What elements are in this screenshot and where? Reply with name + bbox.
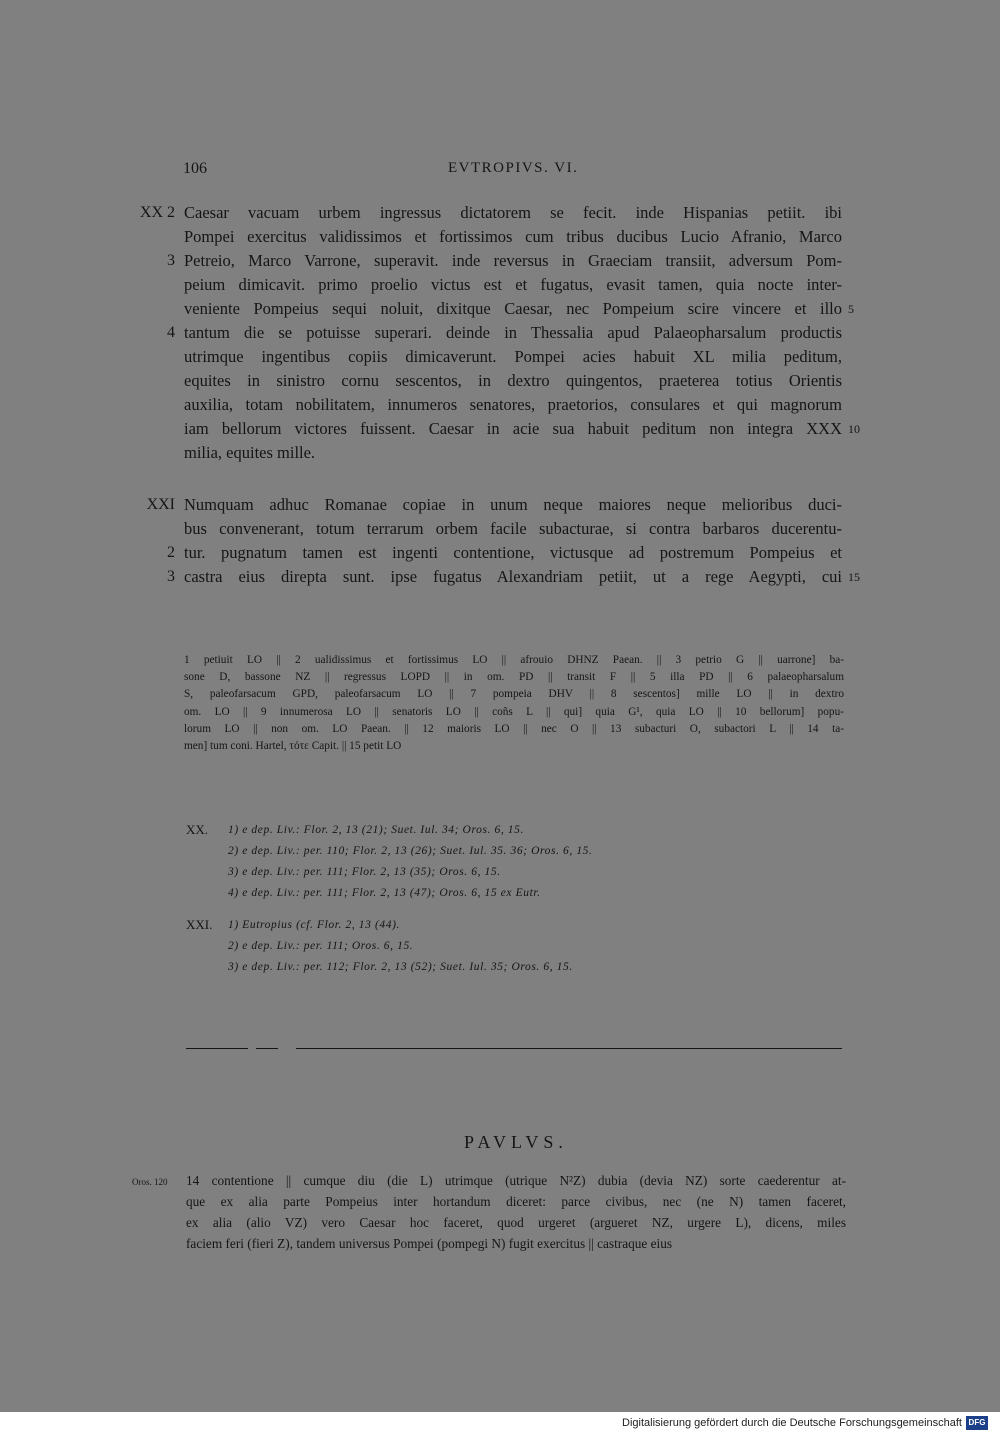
source-line: 1) e dep. Liv.: Flor. 2, 13 (21); Suet. Iul. 34; Oros. 6, 15. <box>228 824 524 836</box>
main-text-line: tur. pugnatum tamen est ingenti contentione, victusque ad postremum Pompeius et <box>184 543 842 562</box>
source-line: 2) e dep. Liv.: per. 110; Flor. 2, 13 (26); Suet. Iul. 35. 36; Oros. 6, 15. <box>228 845 593 857</box>
main-text-line: Pompei exercitus validissimos et fortissimos cum tribus ducibus Lucio Afranio, Marco <box>184 227 842 246</box>
chapter-section-marker: XX 2 <box>139 204 175 221</box>
separator-rule <box>186 1048 248 1049</box>
main-text-line: iam bellorum victores fuissent. Caesar in acie sua habuit peditum non integra XXX <box>184 419 842 438</box>
line-number: 5 <box>848 302 854 316</box>
chapter-section-marker: XXI <box>146 496 175 513</box>
apparatus-line: sone D, bassone NZ || regressus LOPD || in om. PD || transit F || 5 illa PD || 6 palaeopharsalum <box>184 671 844 684</box>
main-text-line: milia, equites mille. <box>184 443 316 462</box>
chapter-section-marker: 4 <box>167 324 175 341</box>
paulus-line: faciem feri (fieri Z), tandem universus Pompei (pompegi N) fugit exercitus || castraque eius <box>186 1236 673 1251</box>
chapter-section-marker: 2 <box>167 544 175 561</box>
line-number: 10 <box>848 422 860 436</box>
chapter-section-marker: 3 <box>167 568 175 585</box>
paulus-reference: Oros. 120 <box>132 1177 168 1187</box>
paulus-line: 14 contentione || cumque diu (die L) utrimque (utrique N²Z) dubia (devia NZ) sorte caederentur at- <box>186 1173 846 1188</box>
chapter-section-marker: 3 <box>167 252 175 269</box>
apparatus-line: lorum LO || non om. LO Paean. || 12 maioris LO || nec O || 13 subacturi O, subactori L || 14 ta- <box>184 722 844 735</box>
separator-rule <box>256 1048 278 1049</box>
running-title: EVTROPIVS. VI. <box>448 160 579 176</box>
main-text-line: bus convenerant, totum terrarum orbem facile subacturae, si contra barbaros ducerentu- <box>184 519 842 538</box>
line-number: 15 <box>848 570 860 584</box>
page-number: 106 <box>183 160 207 177</box>
main-text-line: Caesar vacuam urbem ingressus dictatorem se fecit. inde Hispanias petiit. ibi <box>184 203 842 222</box>
main-text-line: veniente Pompeius sequi noluit, dixitque Caesar, nec Pompeium scire vincere et illo <box>184 299 842 318</box>
main-text-line: tantum die se potuisse superari. deinde in Thessalia apud Palaeopharsalum productis <box>184 323 842 342</box>
source-line: 3) e dep. Liv.: per. 112; Flor. 2, 13 (52); Suet. Iul. 35; Oros. 6, 15. <box>228 961 573 973</box>
apparatus-line: S, paleofarsacum GPD, paleofarsacum LO || 7 pompeia DHV || 8 sescentos] mille LO || in dextro <box>184 688 844 701</box>
paulus-line: ex alia (alio VZ) vero Caesar hoc faceret, quod urgeret (argueret NZ, urgere L), dicens, miles <box>186 1215 846 1230</box>
main-text-line: Petreio, Marco Varrone, superavit. inde reversus in Graeciam transiit, adversum Pom- <box>184 251 842 270</box>
main-text-line: castra eius direpta sunt. ipse fugatus Alexandriam petiit, ut a rege Aegypti, cui <box>184 567 842 586</box>
source-group-label: XXI. <box>186 917 213 932</box>
source-line: 2) e dep. Liv.: per. 111; Oros. 6, 15. <box>228 940 414 952</box>
source-group-label: XX. <box>186 822 209 837</box>
main-text-line: utrimque ingentibus copiis dimicaverunt. Pompei acies habuit XL milia peditum, <box>184 347 842 366</box>
main-text-line: peium dimicavit. primo proelio victus est et fugatus, evasit tamen, quia nocte inter- <box>184 275 842 294</box>
main-text-line: auxilia, totam nobilitatem, innumeros senatores, praetorios, consulares et qui magnorum <box>184 395 842 414</box>
source-line: 4) e dep. Liv.: per. 111; Flor. 2, 13 (47); Oros. 6, 15 ex Eutr. <box>228 887 541 899</box>
apparatus-line: 1 petiuit LO || 2 ualidissimus et fortissimus LO || afrouio DHNZ Paean. || 3 petrio G || uarrone] ba- <box>184 654 844 666</box>
separator-rule <box>296 1048 842 1049</box>
dfg-logo: DFG <box>966 1416 988 1430</box>
apparatus-line: men] tum coni. Hartel, τότε Capit. || 15 petit LO <box>184 740 402 752</box>
paulus-line: que ex alia parte Pompeius inter hortandum diceret: parce civibus, nec (ne N) tamen faceret, <box>186 1194 846 1209</box>
main-text-line: equites in sinistro cornu sescentos, in dextro quingentos, praeterea totius Orientis <box>184 371 842 390</box>
main-text-line: Numquam adhuc Romanae copiae in unum neque maiores neque melioribus duci- <box>184 495 842 514</box>
digitization-credit: Digitalisierung gefördert durch die Deutsche Forschungsgemeinschaft <box>622 1417 962 1429</box>
source-line: 1) Eutropius (cf. Flor. 2, 13 (44). <box>228 919 400 931</box>
apparatus-line: om. LO || 9 innumerosa LO || senatoris LO || coñs L || qui] quia G¹, quia LO || 10 bellorum] popu- <box>184 705 844 718</box>
paulus-heading: PAVLVS. <box>464 1132 568 1152</box>
source-line: 3) e dep. Liv.: per. 111; Flor. 2, 13 (35); Oros. 6, 15. <box>228 866 501 878</box>
